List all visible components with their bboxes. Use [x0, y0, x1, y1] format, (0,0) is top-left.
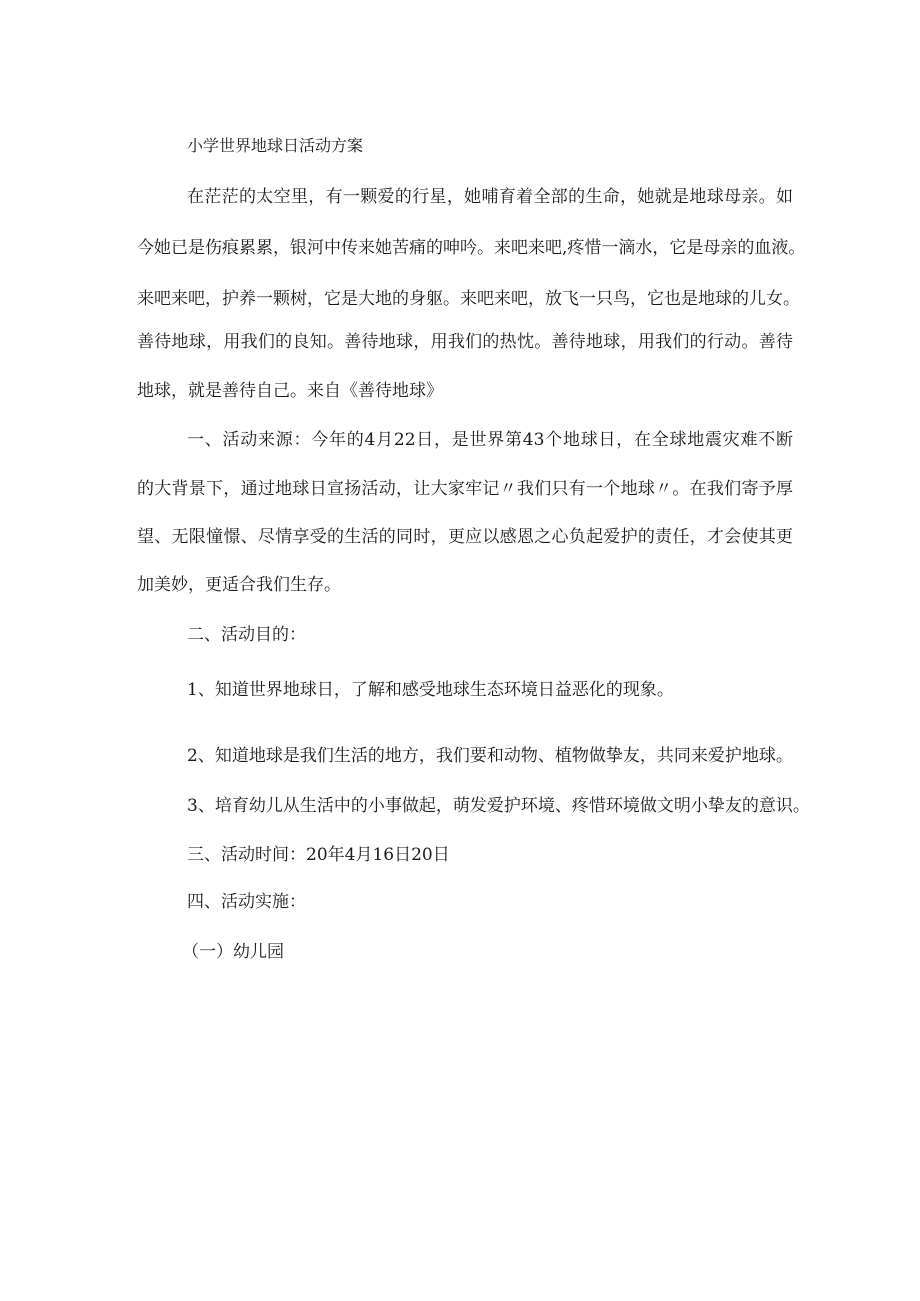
intro-paragraph-line: 地球，就是善待自己。来自《善待地球》 [137, 381, 443, 401]
goal-item: 2、知道地球是我们生活的地方，我们要和动物、植物做挚友，共同来爱护地球。 [187, 746, 793, 766]
intro-paragraph-line: 善待地球，用我们的良知。善待地球，用我们的热忱。善待地球，用我们的行动。善待 [137, 332, 793, 352]
intro-paragraph-line: 来吧来吧，护养一颗树，它是大地的身躯。来吧来吧，放飞一只鸟，它也是地球的儿女。 [137, 289, 800, 309]
intro-paragraph-line: 今她已是伤痕累累，银河中传来她苦痛的呻吟。来吧来吧,疼惜一滴水，它是母亲的血液。 [137, 238, 806, 258]
section1-paragraph-line: 一、活动来源：今年的4月22日，是世界第43个地球日，在全球地震灾难不断 [187, 430, 794, 450]
goal-item: 1、知道世界地球日，了解和感受地球生态环境日益恶化的现象。 [187, 680, 674, 700]
sub-heading-kindergarten: （一）幼儿园 [182, 942, 284, 962]
intro-paragraph-line: 在茫茫的太空里，有一颗爱的行星，她哺育着全部的生命，她就是地球母亲。如 [187, 187, 793, 207]
section1-paragraph-line: 的大背景下，通过地球日宣扬活动，让大家牢记〃我们只有一个地球〃。在我们寄予厚 [137, 479, 793, 499]
section1-paragraph-line: 望、无限憧憬、尽情享受的生活的同时，更应以感恩之心负起爱护的责任，才会使其更 [137, 527, 793, 547]
goal-item: 3、培育幼儿从生活中的小事做起，萌发爱护环境、疼惜环境做文明小挚友的意识。 [187, 796, 810, 816]
document-title: 小学世界地球日活动方案 [187, 136, 364, 155]
section1-paragraph-line: 加美妙，更适合我们生存。 [137, 575, 341, 595]
section3-heading: 三、活动时间：20年4月16日20日 [187, 845, 450, 865]
section2-heading: 二、活动目的： [187, 625, 306, 645]
section4-heading: 四、活动实施： [187, 892, 306, 912]
